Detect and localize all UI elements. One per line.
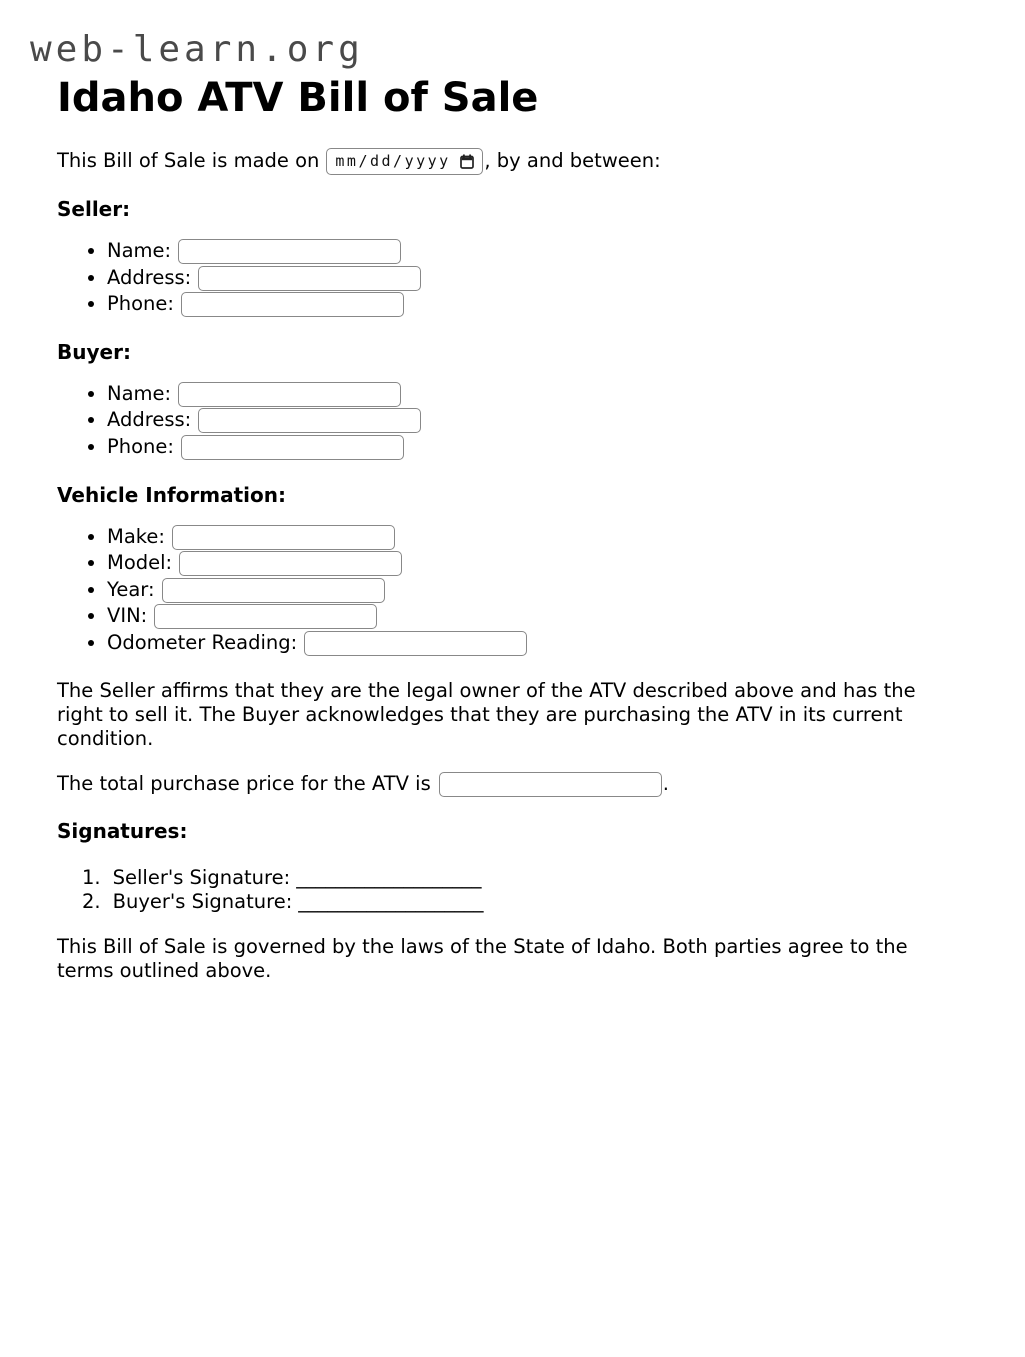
buyer-address-label: Address:: [107, 408, 192, 432]
vehicle-vin-row: [107, 603, 968, 630]
vehicle-model-row: [107, 550, 968, 577]
seller-address-input[interactable]: [198, 266, 421, 291]
seller-phone-row: [107, 291, 968, 318]
buyer-signature-number: 2.: [82, 889, 101, 913]
buyer-signature-item: [82, 890, 968, 914]
price-input[interactable]: [439, 772, 662, 797]
buyer-phone-label: Phone:: [107, 434, 174, 458]
price-sentence: [57, 770, 968, 797]
vehicle-vin-label: VIN:: [107, 604, 148, 628]
buyer-address-row: [107, 407, 968, 434]
vehicle-heading: Vehicle Information:: [57, 482, 286, 507]
vehicle-odometer-row: [107, 630, 968, 657]
seller-name-input[interactable]: [178, 239, 401, 264]
governing-paragraph: This Bill of Sale is governed by the laws of the State of Idaho. Both parties agree to the terms outlined above.: [57, 934, 908, 982]
vehicle-vin-input[interactable]: [154, 604, 377, 629]
buyer-heading: Buyer:: [57, 339, 131, 364]
vehicle-year-input[interactable]: [162, 578, 385, 603]
signatures-heading: Signatures:: [57, 818, 188, 843]
date-placeholder: mm/dd/yyyy: [335, 152, 451, 170]
seller-name-label: Name:: [107, 239, 172, 262]
vehicle-model-label: Model:: [107, 551, 173, 575]
seller-address-label: Address:: [107, 265, 192, 289]
buyer-name-row: [107, 381, 968, 408]
vehicle-fields-list: [57, 524, 968, 657]
vehicle-model-input[interactable]: [179, 551, 402, 576]
seller-signature-item: [82, 866, 968, 890]
seller-phone-label: Phone:: [107, 292, 174, 316]
buyer-phone-row: [107, 434, 968, 461]
signatures-list: [57, 866, 968, 914]
vehicle-make-input[interactable]: [172, 525, 395, 550]
page: [0, 30, 1025, 983]
page-title: Idaho ATV Bill of Sale: [57, 75, 539, 121]
calendar-icon[interactable]: [459, 154, 475, 170]
seller-phone-input[interactable]: [181, 292, 404, 317]
intro-text-before-date: This Bill of Sale is made on: [57, 149, 320, 172]
vehicle-odometer-label: Odometer Reading:: [107, 630, 298, 654]
seller-heading: Seller:: [57, 197, 131, 221]
buyer-name-input[interactable]: [178, 382, 401, 407]
seller-signature-label: Seller's Signature:: [112, 865, 291, 889]
site-logo: web-learn.org: [30, 29, 364, 70]
vehicle-year-label: Year:: [107, 577, 155, 601]
buyer-fields-list: [57, 381, 968, 461]
date-input[interactable]: [326, 148, 483, 175]
affirmation-paragraph: The Seller affirms that they are the legal owner of the ATV described above and has the right to sell it. The Buyer acknowledges that they are purchasing the ATV in its current condition.: [57, 678, 916, 750]
price-text-before: The total purchase price for the ATV is: [57, 771, 431, 795]
buyer-signature-label: Buyer's Signature:: [112, 889, 293, 913]
buyer-address-input[interactable]: [198, 408, 421, 433]
buyer-phone-input[interactable]: [181, 435, 404, 460]
seller-signature-number: 1.: [82, 865, 101, 889]
seller-address-row: [107, 265, 968, 292]
vehicle-year-row: [107, 577, 968, 604]
intro-sentence: [57, 147, 968, 175]
vehicle-make-row: [107, 524, 968, 551]
vehicle-odometer-input[interactable]: [304, 631, 527, 656]
seller-fields-list: [57, 238, 968, 318]
seller-signature-line: ___________________: [296, 865, 482, 889]
buyer-signature-line: ___________________: [298, 889, 484, 913]
intro-text-after-date: , by and between:: [484, 149, 661, 172]
price-text-after: .: [662, 771, 669, 795]
seller-name-row: [107, 238, 968, 265]
buyer-name-label: Name:: [107, 381, 172, 405]
vehicle-make-label: Make:: [107, 524, 165, 548]
